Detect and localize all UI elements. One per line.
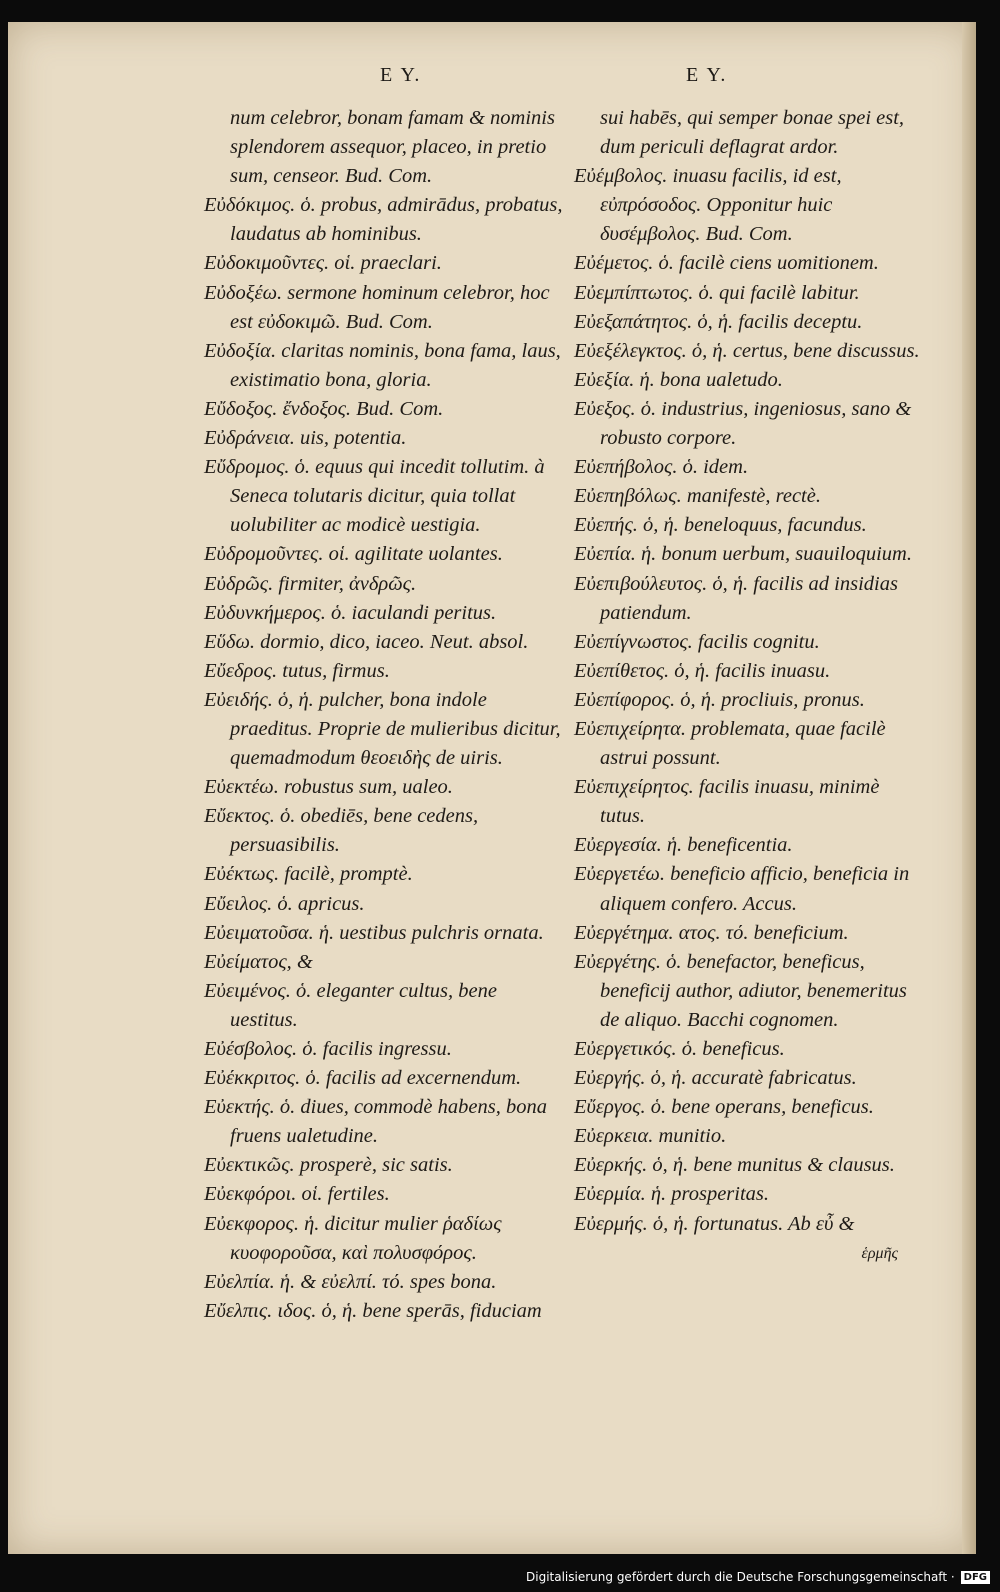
dictionary-entry: Εὐέσβολος. ὁ. facilis ingressu. <box>204 1038 452 1060</box>
dictionary-entry: Εὐεργέτης. ὁ. benefactor, beneficus, beneficij author, adiutor, benemeritus de aliquo. Bacchi cognomen. <box>574 950 907 1031</box>
dictionary-entry: Εὐδρῶς. firmiter, ἀνδρῶς. <box>204 572 417 595</box>
dictionary-entry: Εὐερκεια. munitio. <box>574 1125 727 1148</box>
dictionary-entry: Εὔεργος. ὁ. bene operans, beneficus. <box>574 1096 874 1119</box>
left-column <box>204 104 564 1326</box>
dictionary-entry: Εὐέκκριτος. ὁ. facilis ad excernendum. <box>204 1067 522 1090</box>
dictionary-entry: Εὐέμβολος. inuasu facilis, id est, εὐπρόσοδος. Opponitur huic δυσέμβολος. Bud. Com. <box>574 165 842 246</box>
dictionary-entry: Εὐεπιχείρητα. problemata, quae facilè astrui possunt. <box>574 717 886 770</box>
dictionary-entry: Εὐδοξία. claritas nominis, bona fama, laus, existimatio bona, gloria. <box>204 339 561 391</box>
dictionary-entry: Εὐεκτής. ὁ. diues, commodè habens, bona fruens ualetudine. <box>204 1096 547 1148</box>
dictionary-entry: Εὐεργετικός. ὁ. beneficus. <box>574 1038 785 1060</box>
footer-text: Digitalisierung gefördert durch die Deutsche Forschungsgemeinschaft · <box>526 1570 955 1584</box>
dictionary-entry: Εὐεπία. ἡ. bonum uerbum, suauiloquium. <box>574 543 912 566</box>
dictionary-entry: Εὐεργής. ὁ, ἡ. accuratè fabricatus. <box>574 1067 857 1090</box>
dictionary-entry: Εὐερκής. ὁ, ἡ. bene munitus & clausus. <box>574 1154 895 1177</box>
running-head-right: E Y. <box>686 64 728 86</box>
dictionary-entry: Εὔελπις. ιδος. ὁ, ἡ. bene sperās, fiduciam <box>204 1299 542 1322</box>
dictionary-entry: Εὐεξέλεγκτος. ὁ, ἡ. certus, bene discussus. <box>574 339 920 362</box>
dictionary-entry: Εὐδράνεια. uis, potentia. <box>204 427 407 450</box>
dictionary-entry: Εὐεκφόροι. οἱ. fertiles. <box>204 1183 390 1206</box>
dictionary-entry: Εὐεργεσία. ἡ. beneficentia. <box>574 834 793 857</box>
dictionary-entry: Εὐεμπίπτωτος. ὁ. qui facilè labitur. <box>574 281 860 304</box>
dictionary-entry: Εὔδοξος. ἔνδοξος. Bud. Com. <box>204 397 444 420</box>
dictionary-entry: num celebror, bonam famam & nominis splendorem assequor, placeo, in pretio sum, censeor. Bud. Com. <box>230 107 555 188</box>
dictionary-entry: Εὐδρομοῦντες. οἱ. agilitate uolantes. <box>204 543 503 566</box>
dictionary-entry: Εὐεργετέω. beneficio afficio, beneficia in aliquem confero. Accus. <box>574 863 910 915</box>
dictionary-entry: Εὐέκτως. facilè, promptè. <box>204 863 413 886</box>
dictionary-entry: Εὐειμένος. ὁ. eleganter cultus, bene uestitus. <box>204 979 497 1031</box>
dictionary-entry: Εὐεξος. ὁ. industrius, ingeniosus, sano & robusto corpore. <box>574 397 912 450</box>
dictionary-entry: Εὐειδής. ὁ, ἡ. pulcher, bona indole praeditus. Proprie de mulieribus dicitur, quemadmodum θεοειδὴς de uiris. <box>204 688 561 770</box>
dictionary-entry: Εὐεξαπάτητος. ὁ, ἡ. facilis deceptu. <box>574 310 863 333</box>
dictionary-entry: Εὐεπιχείρητος. facilis inuasu, minimè tutus. <box>574 776 880 828</box>
dictionary-entry: Εὐεπιβούλευτος. ὁ, ἡ. facilis ad insidias patiendum. <box>574 572 898 624</box>
catchword: ἑρμῆς <box>861 1244 898 1262</box>
dfg-logo: DFG <box>961 1571 990 1584</box>
book-page <box>8 22 976 1554</box>
dictionary-entry: Εὐεπίθετος. ὁ, ἡ. facilis inuasu. <box>574 659 831 682</box>
dictionary-entry: sui habēs, qui semper bonae spei est, dum periculi deflagrat ardor. <box>600 107 905 159</box>
dictionary-entry: Εὐεκφορος. ἡ. dicitur mulier ῥαδίως κυοφοροῦσα, καὶ πολυσφόρος. <box>204 1212 502 1264</box>
dictionary-entry: Εὐεργέτημα. ατος. τό. beneficium. <box>574 921 849 944</box>
dictionary-entry: Εὐδοξέω. sermone hominum celebror, hoc est εὐδοκιμῶ. Bud. Com. <box>204 281 550 333</box>
dictionary-entry: Εὐεπήβολος. ὁ. idem. <box>574 456 749 479</box>
footer-bar <box>0 1566 1000 1588</box>
dictionary-entry: Εὐεξία. ἡ. bona ualetudo. <box>574 368 783 391</box>
dictionary-entry: Εὔδρομος. ὁ. equus qui incedit tollutim. à Seneca tolutaris dicitur, quia tollat uolubiliter ac modicè uestigia. <box>204 456 545 537</box>
dictionary-entry: Εὐεπηβόλως. manifestè, rectè. <box>574 485 821 508</box>
dictionary-entry: Εὐεκτέω. robustus sum, ualeo. <box>204 776 453 799</box>
dictionary-entry: Εὐέμετος. ὁ. facilè ciens uomitionem. <box>574 252 879 275</box>
dictionary-entry: Εὔεδρος. tutus, firmus. <box>204 659 390 682</box>
dictionary-entry: Εὐεπίφορος. ὁ, ἡ. procliuis, pronus. <box>574 688 865 711</box>
dictionary-entry: Εὐδόκιμος. ὁ. probus, admirādus, probatus, laudatus ab hominibus. <box>204 194 563 246</box>
dictionary-entry: Εὐδοκιμοῦντες. οἱ. praeclari. <box>204 252 442 275</box>
dictionary-entry: Εὐεπίγνωστος. facilis cognitu. <box>574 630 820 653</box>
dictionary-entry: Εὕδω. dormio, dico, iaceo. Neut. absol. <box>204 630 529 653</box>
dictionary-entry: Εὐειματοῦσα. ἡ. uestibus pulchris ornata. <box>204 921 544 944</box>
dictionary-entry: Εὔειλος. ὁ. apricus. <box>204 892 365 915</box>
running-head-left: E Y. <box>380 64 422 86</box>
right-column <box>574 104 926 1268</box>
dictionary-entry: Εὔεκτος. ὁ. obediēs, bene cedens, persuasibilis. <box>204 805 479 857</box>
dictionary-entry: Εὐερμής. ὁ, ἡ. fortunatus. Ab εὖ & <box>574 1212 855 1235</box>
page-edge <box>962 22 976 1554</box>
dictionary-entry: Εὐδυνκήμερος. ὁ. iaculandi peritus. <box>204 601 497 624</box>
dictionary-entry: Εὐείματος, & <box>204 950 313 973</box>
dictionary-entry: Εὐελπία. ἡ. & εὐελπί. τό. spes bona. <box>204 1270 497 1293</box>
dictionary-entry: Εὐεπής. ὁ, ἡ. beneloquus, facundus. <box>574 514 867 537</box>
dictionary-entry: Εὐεκτικῶς. prosperè, sic satis. <box>204 1154 453 1177</box>
dictionary-entry: Εὐερμία. ἡ. prosperitas. <box>574 1183 770 1206</box>
